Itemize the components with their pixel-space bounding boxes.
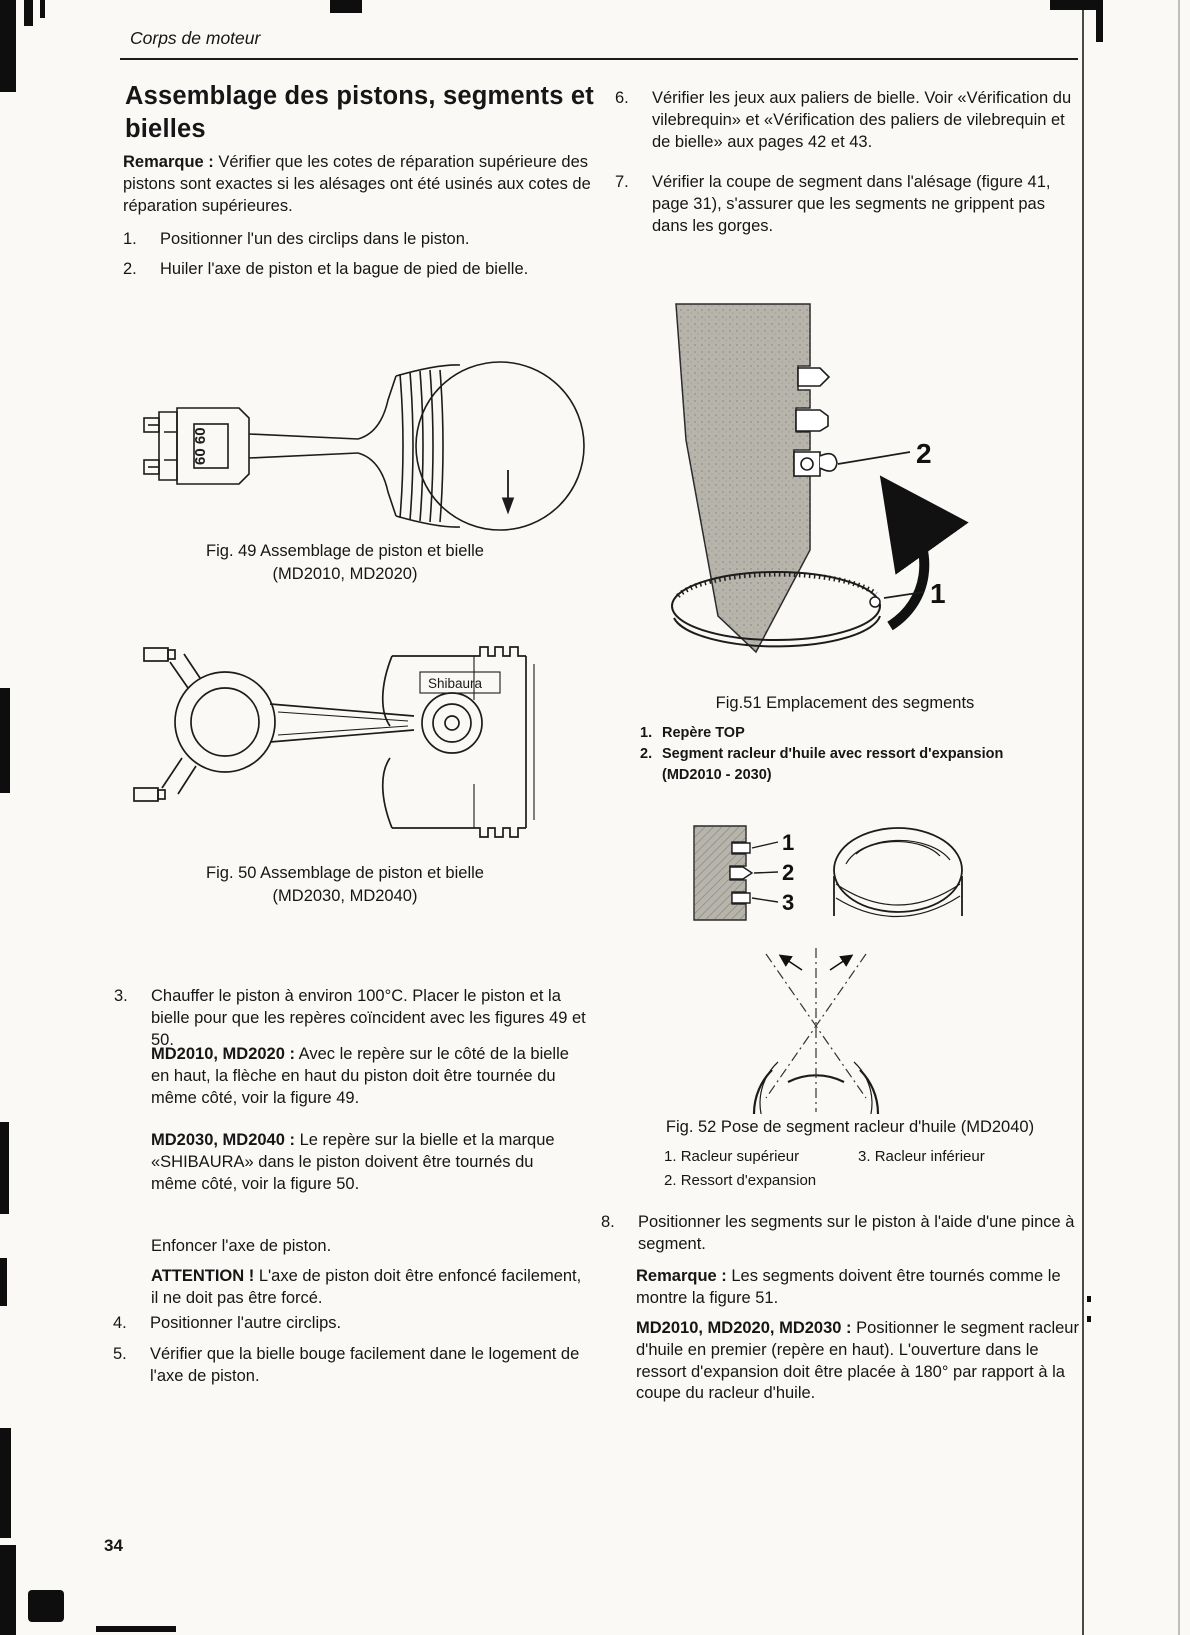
attention-label: ATTENTION ! bbox=[151, 1267, 255, 1285]
page-title: Assemblage des pistons, segments et bielles bbox=[125, 82, 594, 144]
step-number: 1. bbox=[123, 230, 137, 248]
scan-artifact bbox=[0, 1545, 16, 1635]
legend-item: 2. Segment racleur d'huile avec ressort d'expansion (MD2010 - 2030) bbox=[640, 746, 1004, 784]
remark-label: Remarque : bbox=[636, 1267, 727, 1285]
running-header: Corps de moteur bbox=[130, 28, 261, 48]
fig52-legend-1: 1. Racleur supérieur bbox=[664, 1148, 800, 1165]
fig49-piston-rod-drawing bbox=[138, 342, 598, 554]
scan-artifact bbox=[330, 0, 362, 13]
scan-artifact bbox=[1087, 1316, 1091, 1322]
step-text: Positionner les segments sur le piston à l'aide d'une pince à segment. bbox=[638, 1213, 1075, 1253]
ring-cross-sections bbox=[794, 368, 837, 476]
legend-item: 1. Repère TOP bbox=[640, 725, 745, 741]
scan-artifact bbox=[0, 1428, 11, 1538]
direction-arrow-icon bbox=[503, 470, 514, 513]
attention-text: L'axe de piston doit être enfoncé facilement, il ne doit pas être forcé. bbox=[151, 1267, 582, 1307]
fig50-caption-line2: (MD2030, MD2040) bbox=[272, 887, 418, 906]
scan-artifact bbox=[1050, 0, 1102, 10]
model-label: MD2010, MD2020, MD2030 : bbox=[636, 1319, 852, 1337]
remark-label: Remarque : bbox=[123, 153, 214, 171]
fig51-callout-2: 2 bbox=[916, 438, 932, 469]
scan-artifact bbox=[0, 0, 16, 92]
step-3-sub-md2010 bbox=[151, 1044, 575, 1109]
model-label: MD2030, MD2040 : bbox=[151, 1131, 295, 1149]
fig52-oil-ring-drawing bbox=[686, 820, 991, 1114]
step-text: Vérifier les jeux aux paliers de bielle. Voir «Vérification du vilebrequin» et «Vérification des paliers de vilebrequin et de bielle» aux pages 42 et 43. bbox=[652, 89, 1072, 151]
fig49-caption bbox=[150, 540, 540, 586]
fig52-caption: Fig. 52 Pose de segment racleur d'huile (MD2040) bbox=[665, 1118, 1035, 1136]
fig52-callout-1: 1 bbox=[782, 830, 795, 855]
step-3-push-text: Enfoncer l'axe de piston. bbox=[151, 1237, 332, 1255]
remark-paragraph bbox=[123, 152, 591, 217]
fig50-piston-rod-drawing bbox=[122, 642, 552, 842]
scan-artifact bbox=[0, 688, 10, 793]
step-4 bbox=[113, 1313, 585, 1335]
scan-artifact bbox=[0, 1258, 7, 1306]
fig49-caption-line2: (MD2010, MD2020) bbox=[272, 565, 418, 584]
rotation-arrow-icon bbox=[890, 512, 924, 626]
header-rule bbox=[120, 58, 1078, 60]
model-text: Le repère sur la bielle et la marque «SHIBAURA» dans le piston doivent être tournés du même côté, voir la figure 50. bbox=[151, 1131, 555, 1193]
scan-artifact bbox=[1087, 1296, 1091, 1302]
fig51-ring-placement-drawing bbox=[658, 300, 973, 672]
fig51-caption: Fig.51 Emplacement des segments bbox=[715, 694, 975, 712]
step-text: Positionner l'autre circlips. bbox=[150, 1314, 342, 1332]
step-5 bbox=[113, 1344, 595, 1388]
scan-artifact bbox=[40, 0, 45, 18]
step-text: Huiler l'axe de piston et la bague de pied de bielle. bbox=[160, 260, 529, 278]
step-number: 7. bbox=[615, 173, 629, 191]
fig49-stamp-60: 60 60 bbox=[192, 427, 209, 465]
fig52-legend-2: 2. Ressort d'expansion bbox=[664, 1172, 817, 1189]
step-number: 3. bbox=[114, 987, 128, 1005]
scan-artifact bbox=[96, 1626, 176, 1632]
step-6 bbox=[615, 88, 1081, 153]
piston-crown bbox=[834, 828, 962, 917]
scan-artifact bbox=[1096, 0, 1103, 42]
step-text: Vérifier la coupe de segment dans l'alésage (figure 41, page 31), s'assurer que les segments ne grippent pas dans les gorges. bbox=[652, 173, 1051, 235]
fig49-caption-line1: Fig. 49 Assemblage de piston et bielle bbox=[206, 542, 484, 560]
scan-artifact bbox=[0, 1122, 9, 1214]
fig50-caption bbox=[150, 862, 540, 908]
remark-text: Vérifier que les cotes de réparation supérieure des pistons sont exactes si les alésages ont été usinés aux cotes de réparation supérieures. bbox=[123, 153, 591, 215]
step-number: 5. bbox=[113, 1345, 127, 1363]
step-8 bbox=[601, 1212, 1077, 1256]
remark-text: Les segments doivent être tournés comme le montre la figure 51. bbox=[636, 1267, 1061, 1307]
step-2 bbox=[123, 259, 593, 281]
step-8-md-paragraph bbox=[636, 1318, 1086, 1405]
fig51-legend bbox=[640, 723, 1064, 786]
step-number: 2. bbox=[123, 260, 137, 278]
step-text: Chauffer le piston à environ 100°C. Placer le piston et la bielle pour que les repères coïncident avec les figures 49 et 50. bbox=[151, 987, 586, 1049]
attention-paragraph bbox=[151, 1266, 589, 1310]
fig52-legend-3: 3. Racleur inférieur bbox=[858, 1148, 985, 1165]
step-number: 4. bbox=[113, 1314, 127, 1332]
fig52-callout-2: 2 bbox=[782, 860, 795, 885]
page-number: 34 bbox=[104, 1536, 123, 1555]
model-text: Positionner le segment racleur d'huile en premier (repère en haut). L'ouverture dans le ressort d'expansion doit être placée à 180° par rapport à la coupe du racleur d'huile. bbox=[636, 1319, 1079, 1403]
model-text: Avec le repère sur le côté de la bielle en haut, la flèche en haut du piston doit être tournée du même côté, voir la figure 49. bbox=[151, 1045, 569, 1107]
step-1 bbox=[123, 229, 593, 251]
step-3-sub-md2030 bbox=[151, 1130, 575, 1195]
scan-artifact bbox=[28, 1590, 64, 1622]
step-3 bbox=[114, 986, 586, 1051]
scan-artifact bbox=[1178, 0, 1180, 1635]
step-number: 8. bbox=[601, 1213, 615, 1231]
fig52-callout-3: 3 bbox=[782, 890, 795, 915]
scan-artifact bbox=[24, 0, 33, 26]
ring-cross-sections bbox=[730, 843, 752, 903]
step-text: Vérifier que la bielle bouge facilement dane le logement de l'axe de piston. bbox=[150, 1345, 580, 1385]
step-8-remark bbox=[636, 1266, 1074, 1310]
step-text: Positionner l'un des circlips dans le piston. bbox=[160, 230, 470, 248]
fig50-shibaura-label: Shibaura bbox=[428, 676, 483, 691]
fig50-caption-line1: Fig. 50 Assemblage de piston et bielle bbox=[206, 864, 484, 882]
step-7 bbox=[615, 172, 1081, 237]
model-label: MD2010, MD2020 : bbox=[151, 1045, 295, 1063]
fig51-callout-1: 1 bbox=[930, 578, 946, 609]
step-number: 6. bbox=[615, 89, 629, 107]
